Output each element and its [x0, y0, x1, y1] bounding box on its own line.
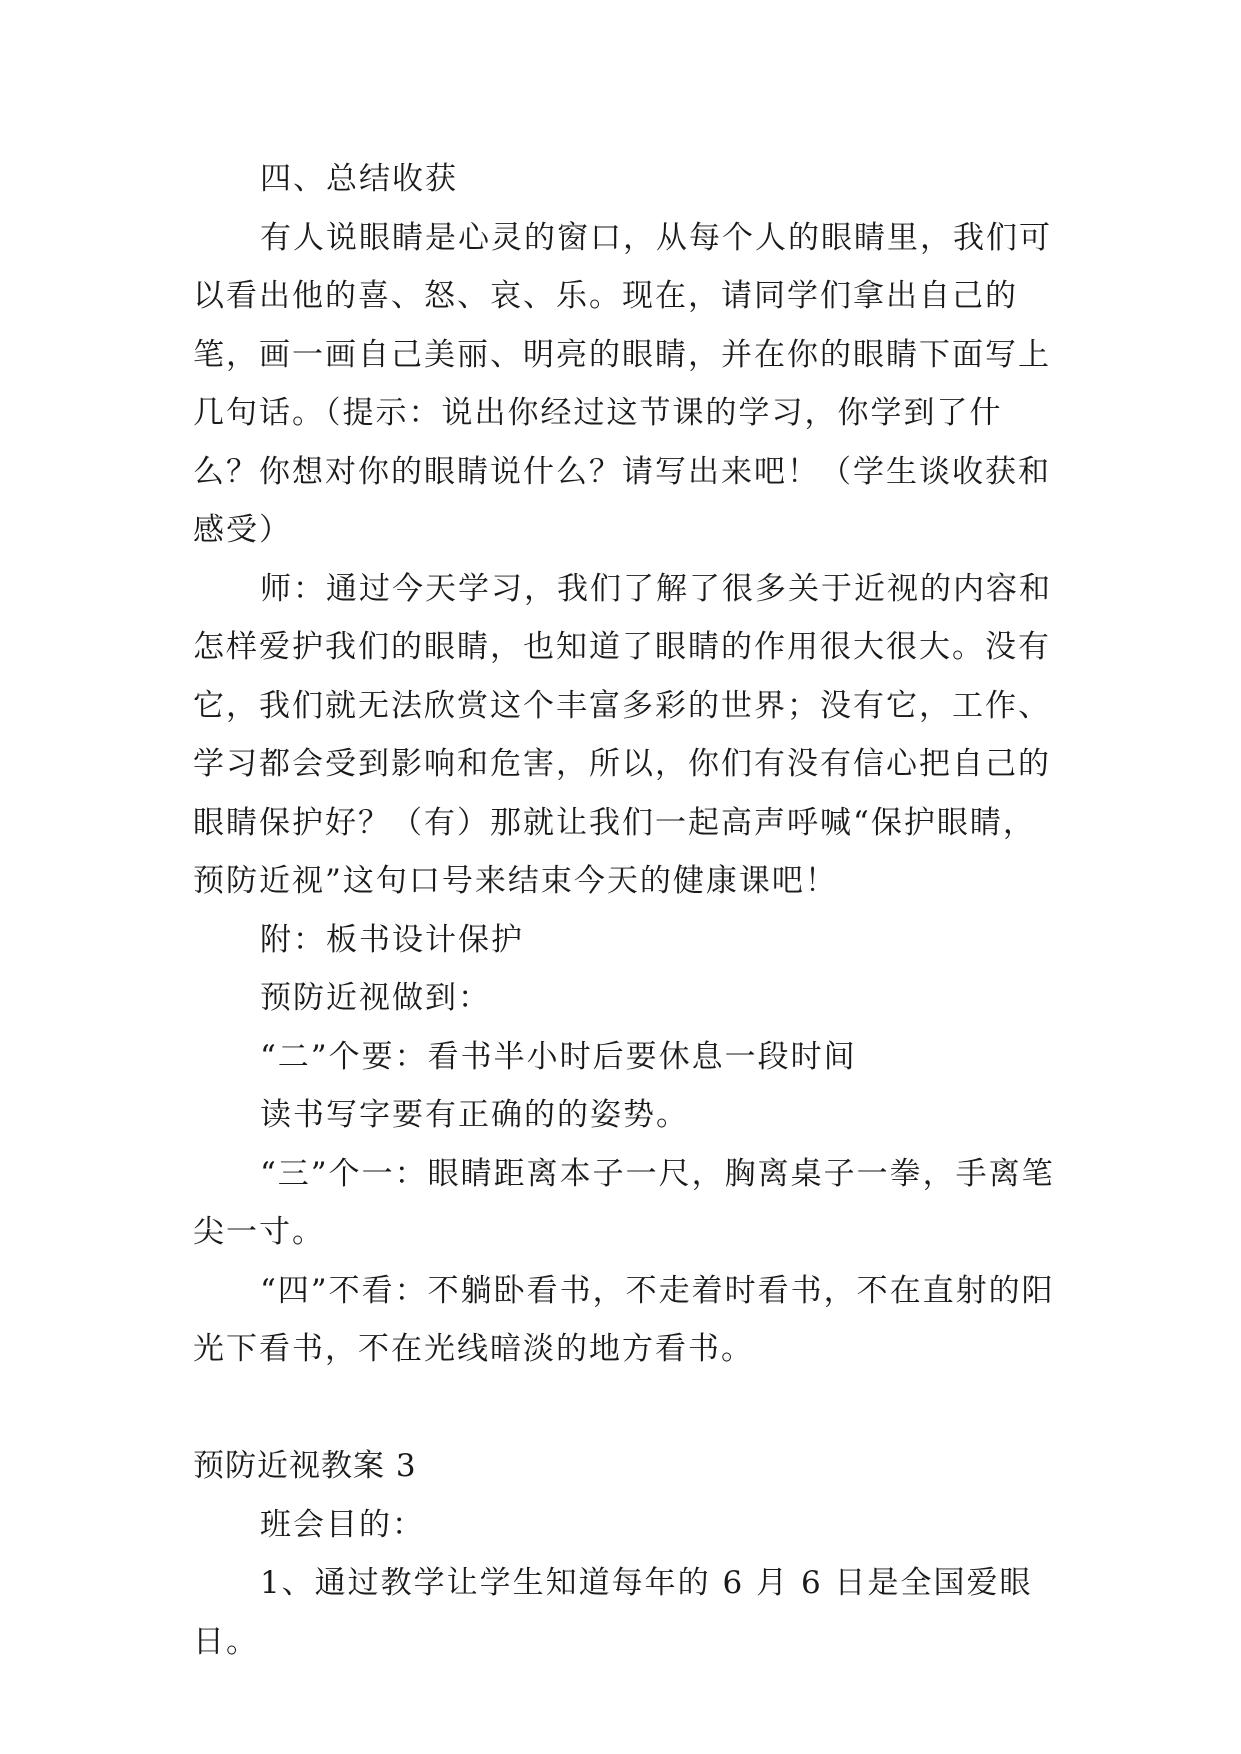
document-title: 预防近视教案 3	[193, 1448, 417, 1484]
paragraph-goal-item-1: 1、通过教学让学生知道每年的 6 月 6 日是全国爱眼日。	[193, 1565, 1033, 1660]
paragraph-summary: 有人说眼睛是心灵的窗口，从每个人的眼睛里，我们可以看出他的喜、怒、哀、乐。现在，请同学们拿出自己的笔，画一画自己美丽、明亮的眼睛，并在你的眼睛下面写上几句话。（提示：说出你经过这节课的学习，你学到了什么？你想对你的眼睛说什么？请写出来吧！（学生谈收获和感受）	[193, 219, 1052, 548]
paragraph-prevent: 预防近视做到：	[259, 980, 491, 1016]
paragraph-class-goal: 班会目的：	[259, 1506, 425, 1543]
paragraph-appendix: 附：板书设计保护	[259, 921, 524, 958]
document-body	[193, 150, 1063, 1671]
paragraph-two-musts: “二”个要：看书半小时后要休息一段时间	[259, 1038, 857, 1075]
blank-line	[193, 1379, 1063, 1438]
paragraph-teacher: 师：通过今天学习，我们了解了很多关于近视的内容和怎样爱护我们的眼睛，也知道了眼睛的作用很大很大。没有它，我们就无法欣赏这个丰富多彩的世界；没有它，工作、学习都会受到影响和危害，所以，你们有没有信心把自己的眼睛保护好？（有）那就让我们一起高声呼喊“保护眼睛，预防近视”这句口号来结束今天的健康课吧！	[193, 570, 1052, 899]
paragraph-posture: 读书写字要有正确的的姿势。	[259, 1097, 689, 1133]
section-heading: 四、总结收获	[259, 161, 458, 197]
paragraph-three-ones: “三”个一：眼睛距离本子一尺，胸离桌子一拳，手离笔尖一寸。	[193, 1155, 1055, 1250]
paragraph-four-nots: “四”不看：不躺卧看书，不走着时看书，不在直射的阳光下看书，不在光线暗淡的地方看书。	[193, 1272, 1055, 1367]
